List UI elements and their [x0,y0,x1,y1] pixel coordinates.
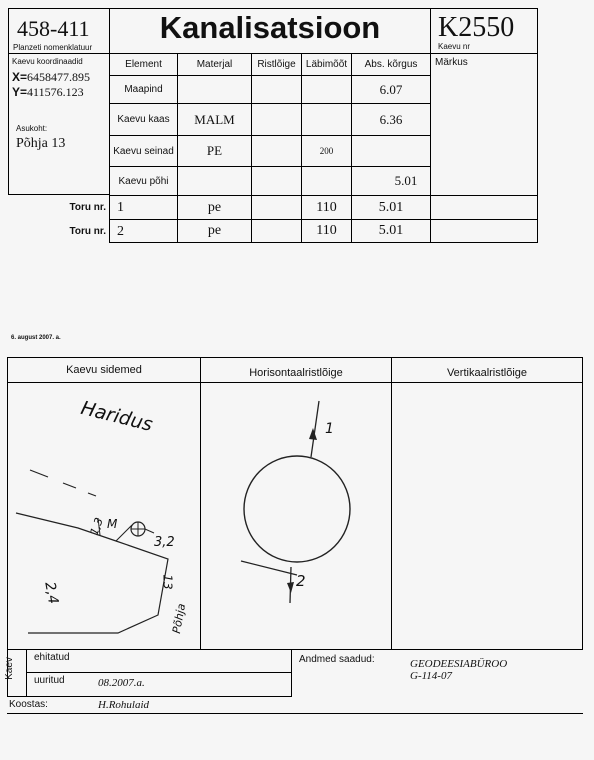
col-abs-height: Abs. kõrgus [364,59,418,70]
built-label: ehitatud [34,652,70,663]
row-element: Kaevu kaas [117,114,170,125]
row-diameter [302,104,351,135]
pipe-label: Toru nr. [69,226,106,237]
pipe-abs-height: 5.01 [378,199,404,215]
row-abs-height: 6.36 [379,111,403,127]
row-diameter: 200 [319,146,334,156]
col-material: Materjal [196,59,233,70]
row-cross-section [252,76,301,103]
row-abs-height: 5.01 [394,173,418,188]
pipe-cross-section [252,196,301,219]
x-value: 6458477.895 [27,70,91,84]
row-cross-section [252,104,301,135]
col-notes: Märkus [435,57,468,68]
pipe-label-1: 1 [325,421,334,437]
x-label: X= [12,70,28,84]
handwritten-measure: 2,4 [41,580,61,606]
col-diameter: Läbimõõt [305,59,348,70]
row-diameter [302,167,351,195]
handwritten-street: Haridus [78,397,155,437]
handwritten-measure: 3,2 [154,535,175,550]
pipe-cross-section [252,220,301,242]
surveyed-label: uuritud [34,675,65,686]
document-date: 6. august 2007. a. [11,335,61,341]
handwritten-measure: 13 [160,574,175,590]
location-label: Asukoht: [16,124,48,133]
row-material: PE [206,143,223,158]
well-side-label: Kaev [3,657,15,680]
col-cross-section: Ristlõige [257,59,296,70]
pipe-diameter: 110 [316,199,337,215]
row-diameter [302,76,351,103]
pipe-number: 1 [117,200,124,215]
handwritten-street: Põhja [170,602,189,635]
row-element: Kaevu seinad [113,145,174,157]
page-title: Kanalisatsioon [159,10,381,45]
y-value: 411576.123 [27,85,84,99]
source-code: G-114-07 [410,670,452,682]
well-id: K2550 [438,12,515,43]
pipe-material: pe [207,199,222,215]
author-label: Koostas: [9,699,48,710]
x-coordinate [12,70,90,85]
row-cross-section [252,136,301,166]
location-value: Põhja 13 [16,136,66,151]
row-material: MALM [194,111,235,127]
horizontal-section-sketch [201,383,391,649]
y-coordinate [12,85,84,100]
pipe-label: Toru nr. [69,202,106,213]
source-company: GEODEESIABÜROO [410,658,508,670]
col-vertical-section: Vertikaalristlõige [446,367,528,379]
handwritten-measure: M [107,517,118,531]
row-abs-height: 6.07 [379,81,403,97]
row-material [178,76,251,103]
row-element: Kaevu põhi [118,175,169,187]
col-well-links: Kaevu sidemed [66,364,142,376]
row-element: Maapind [124,84,163,95]
row-abs-height [352,136,430,166]
pipe-label-2: 2 [296,572,306,590]
row-cross-section [252,167,301,195]
coords-label: Kaevu koordinaadid [12,57,83,66]
y-label: Y= [12,85,28,99]
source-label: Andmed saadud: [299,654,375,665]
handwritten-measure: 1,3 [87,516,106,537]
row-material [178,167,251,195]
sheet-number: 458-411 [17,16,90,41]
pipe-number: 2 [117,224,124,239]
pipe-abs-height: 5.01 [378,223,404,238]
author-value: H.Rohulaid [98,699,150,711]
col-horizontal-section: Horisontaalristlõige [249,367,343,379]
well-id-label: Kaevu nr [438,42,471,51]
col-element: Element [125,59,162,70]
surveyed-value: 08.2007.a. [98,677,145,689]
sheet-label: Planzeti nomenklatuur [13,43,93,52]
pipe-material: pe [207,223,222,238]
pipe-diameter: 110 [316,223,337,238]
